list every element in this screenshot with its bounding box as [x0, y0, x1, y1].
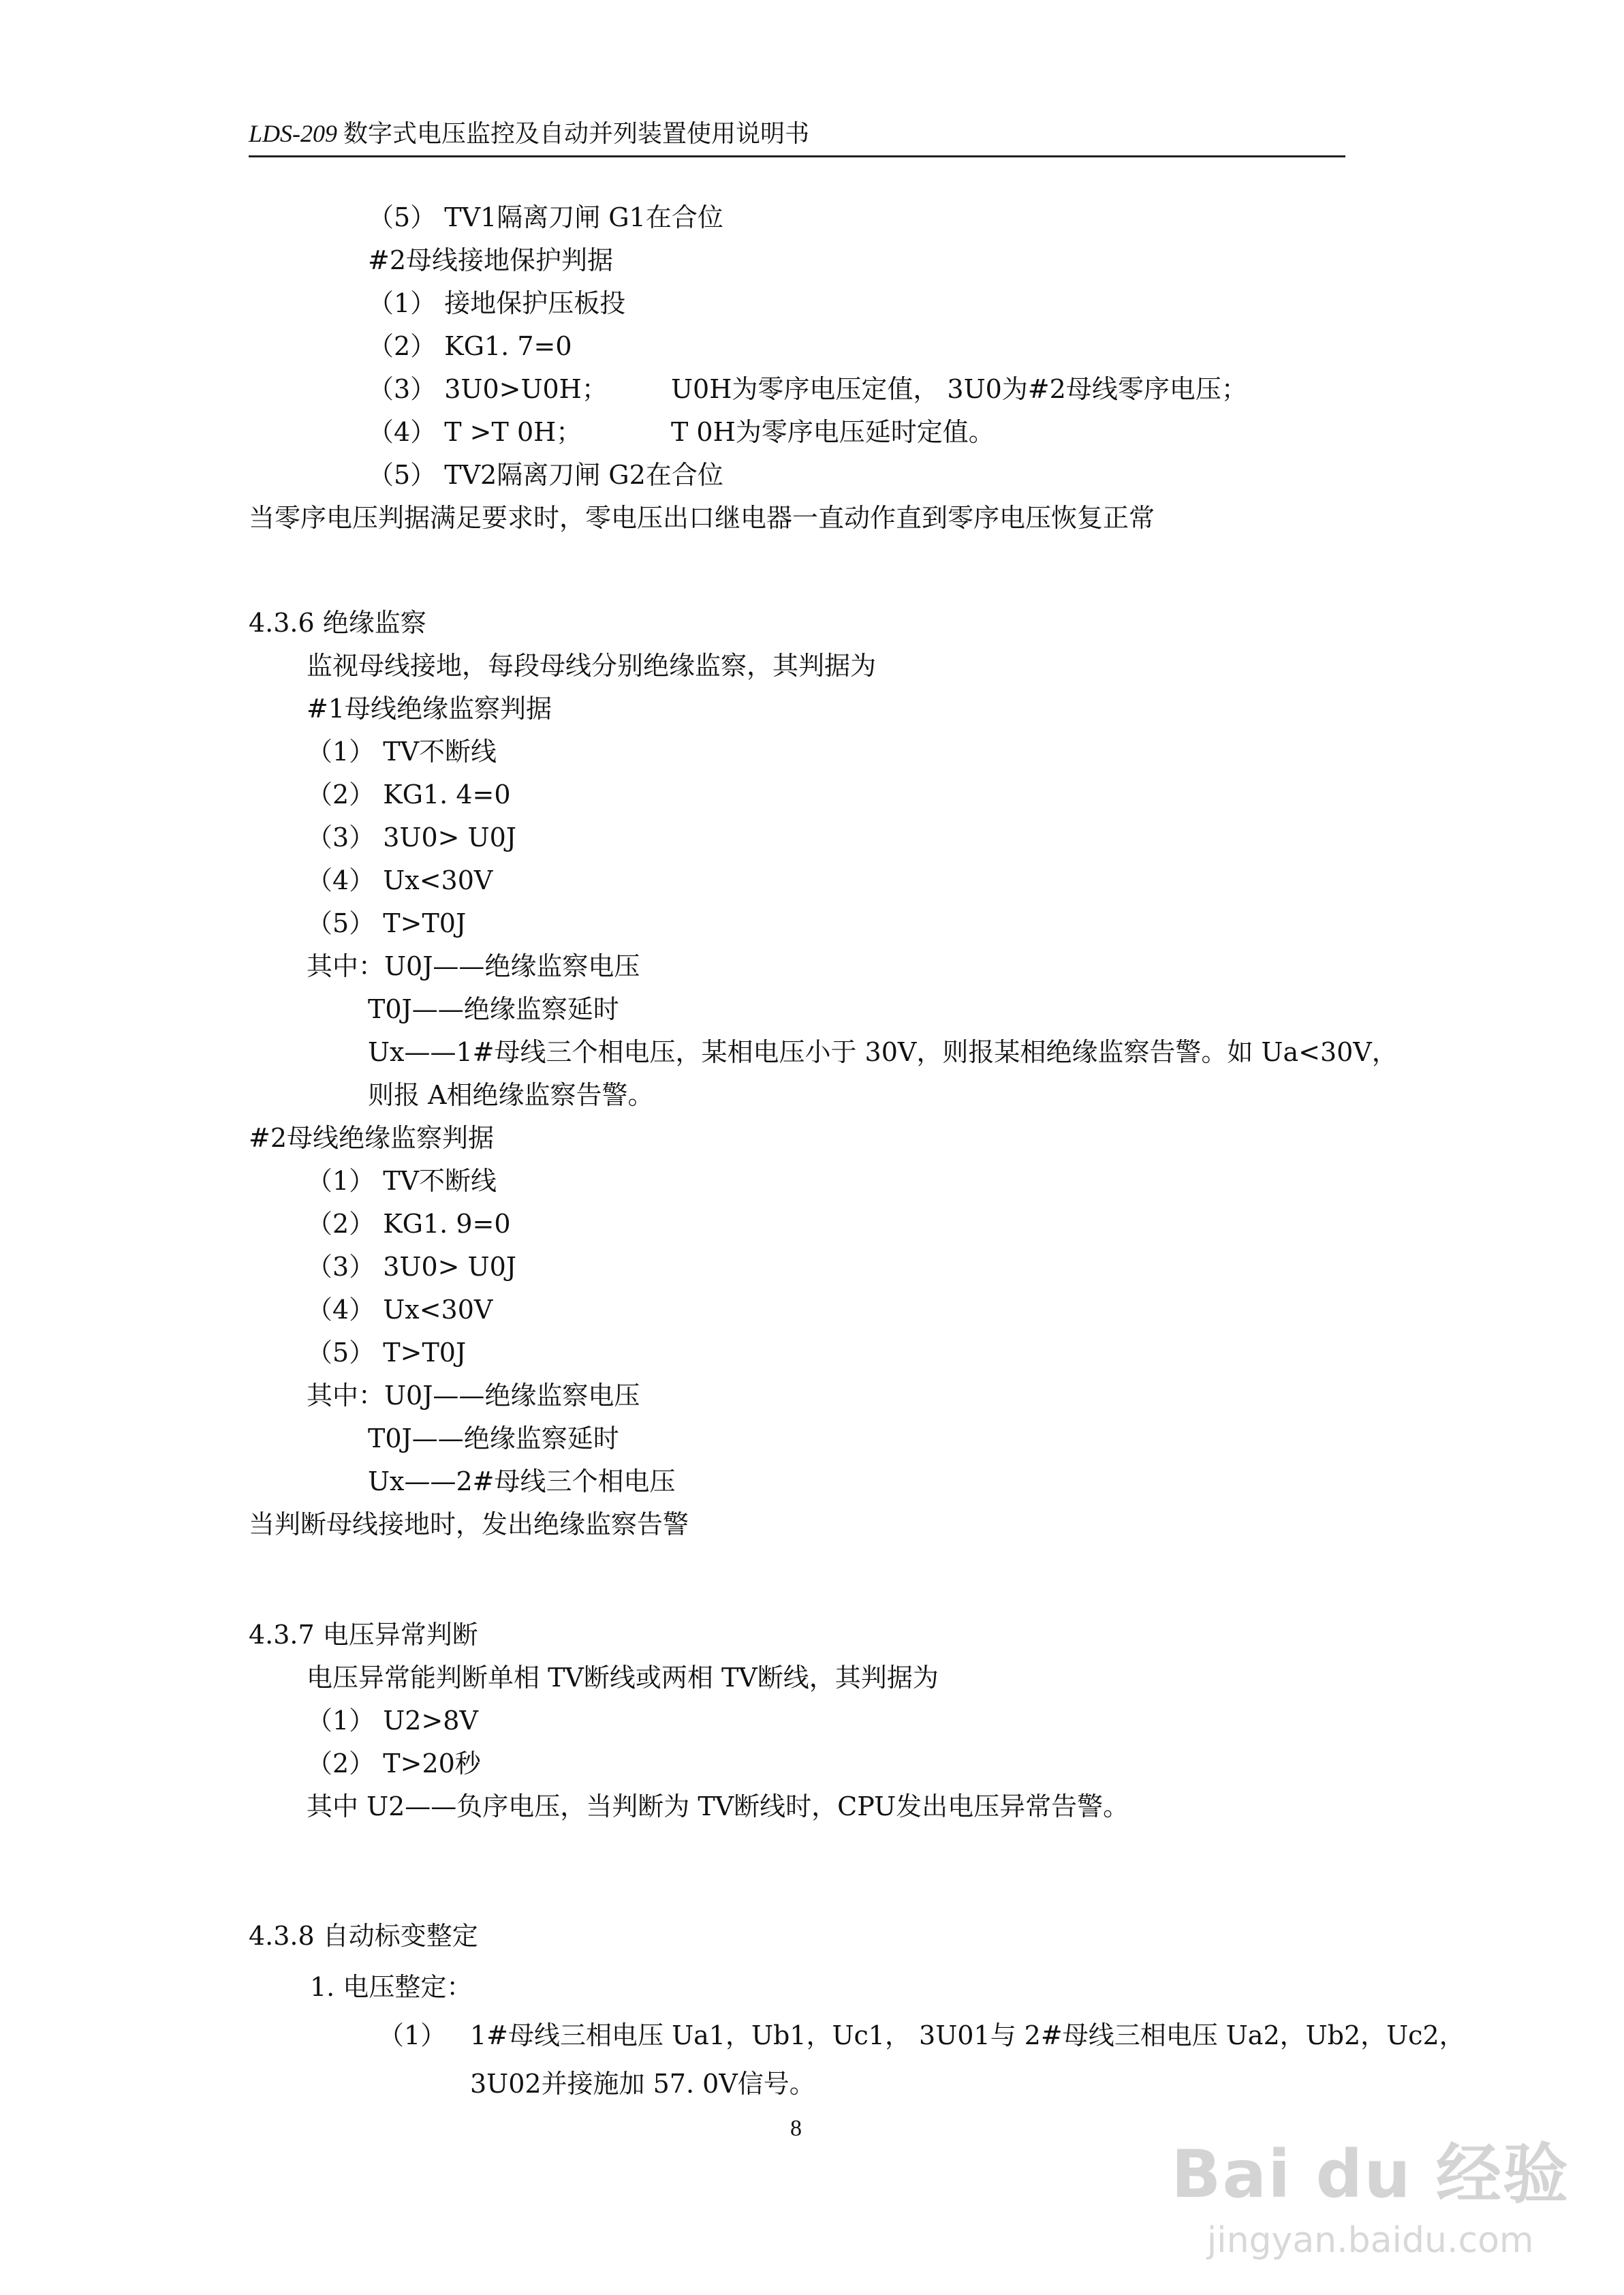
header-title-en: LDS-209: [249, 120, 338, 147]
watermark-brand: Bai du 经验: [1171, 2136, 1570, 2213]
text-line: 1#母线三相电压 Ua1，Ub1，Uc1， 3U01与 2#母线三相电压 Ua2，Ub2，Uc2，: [470, 2020, 1465, 2050]
text-line: U0H为零序电压定值， 3U0为#2母线零序电压；: [671, 374, 1247, 404]
text-line: 当零序电压判据满足要求时，零电压出口继电器一直动作直到零序电压恢复正常: [249, 503, 1155, 533]
text-line: （2） KG1. 4=0: [307, 780, 511, 810]
text-line: （5） T>T0J: [307, 1338, 467, 1368]
watermark-url: jingyan.baidu.com: [1206, 2220, 1534, 2261]
text-line: 监视母线接地，每段母线分别绝缘监察，其判据为: [307, 651, 877, 681]
section-heading: 4.3.6 绝缘监察: [249, 608, 426, 638]
text-line: 当判断母线接地时，发出绝缘监察告警: [249, 1509, 689, 1539]
text-line: （4） Ux<30V: [307, 865, 493, 895]
text-line: （2） KG1. 9=0: [307, 1209, 511, 1239]
text-line: 电压异常能判断单相 TV断线或两相 TV断线，其判据为: [307, 1663, 939, 1693]
text-line: （5） TV1隔离刀闸 G1在合位: [368, 202, 723, 232]
text-line: （3） 3U0>U0H；: [368, 374, 608, 404]
text-line: 其中：U0J——绝缘监察电压: [307, 1381, 640, 1411]
watermark: [1171, 2123, 1570, 2261]
section-heading: 4.3.7 电压异常判断: [249, 1620, 478, 1650]
text-line: Ux——2#母线三个相电压: [368, 1466, 676, 1496]
section-heading: 4.3.8 自动标变整定: [249, 1921, 478, 1951]
text-line: #1母线绝缘监察判据: [307, 694, 552, 724]
text-line: 其中 U2——负序电压，当判断为 TV断线时，CPU发出电压异常告警。: [307, 1791, 1129, 1821]
text-line: 其中：U0J——绝缘监察电压: [307, 951, 640, 981]
text-line: （1）: [378, 2020, 447, 2050]
text-line: 1. 电压整定：: [310, 1972, 473, 2002]
text-line: （1） 接地保护压板投: [368, 288, 626, 318]
text-line: （1） TV不断线: [307, 737, 497, 767]
text-line: 3U02并接施加 57. 0V信号。: [470, 2069, 815, 2099]
text-line: （5） T>T0J: [307, 908, 467, 938]
document-header: [249, 114, 809, 149]
text-line: T0J——绝缘监察延时: [368, 994, 619, 1024]
text-line: （1） U2>8V: [307, 1706, 478, 1736]
text-line: T0J——绝缘监察延时: [368, 1423, 619, 1453]
text-line: （2） KG1. 7=0: [368, 331, 572, 361]
text-line: （4） T >T 0H；: [368, 417, 582, 447]
header-rule: [249, 155, 1345, 157]
text-line: #2母线绝缘监察判据: [249, 1123, 495, 1153]
page-number: 8: [790, 2116, 802, 2141]
text-line: （3） 3U0> U0J: [307, 1252, 516, 1282]
text-line: #2母线接地保护判据: [368, 245, 614, 275]
text-line: （1） TV不断线: [307, 1166, 497, 1196]
header-title-zh: 数字式电压监控及自动并列装置使用说明书: [343, 120, 810, 148]
text-line: （5） TV2隔离刀闸 G2在合位: [368, 460, 723, 490]
text-line: （4） Ux<30V: [307, 1295, 493, 1325]
text-line: （3） 3U0> U0J: [307, 822, 516, 852]
text-line: T 0H为零序电压延时定值。: [671, 417, 995, 447]
text-line: 则报 A相绝缘监察告警。: [368, 1080, 654, 1110]
text-line: （2） T>20秒: [307, 1749, 481, 1778]
text-line: Ux——1#母线三个相电压，某相电压小于 30V，则报某相绝缘监察告警。如 Ua<30V，: [368, 1037, 1398, 1067]
